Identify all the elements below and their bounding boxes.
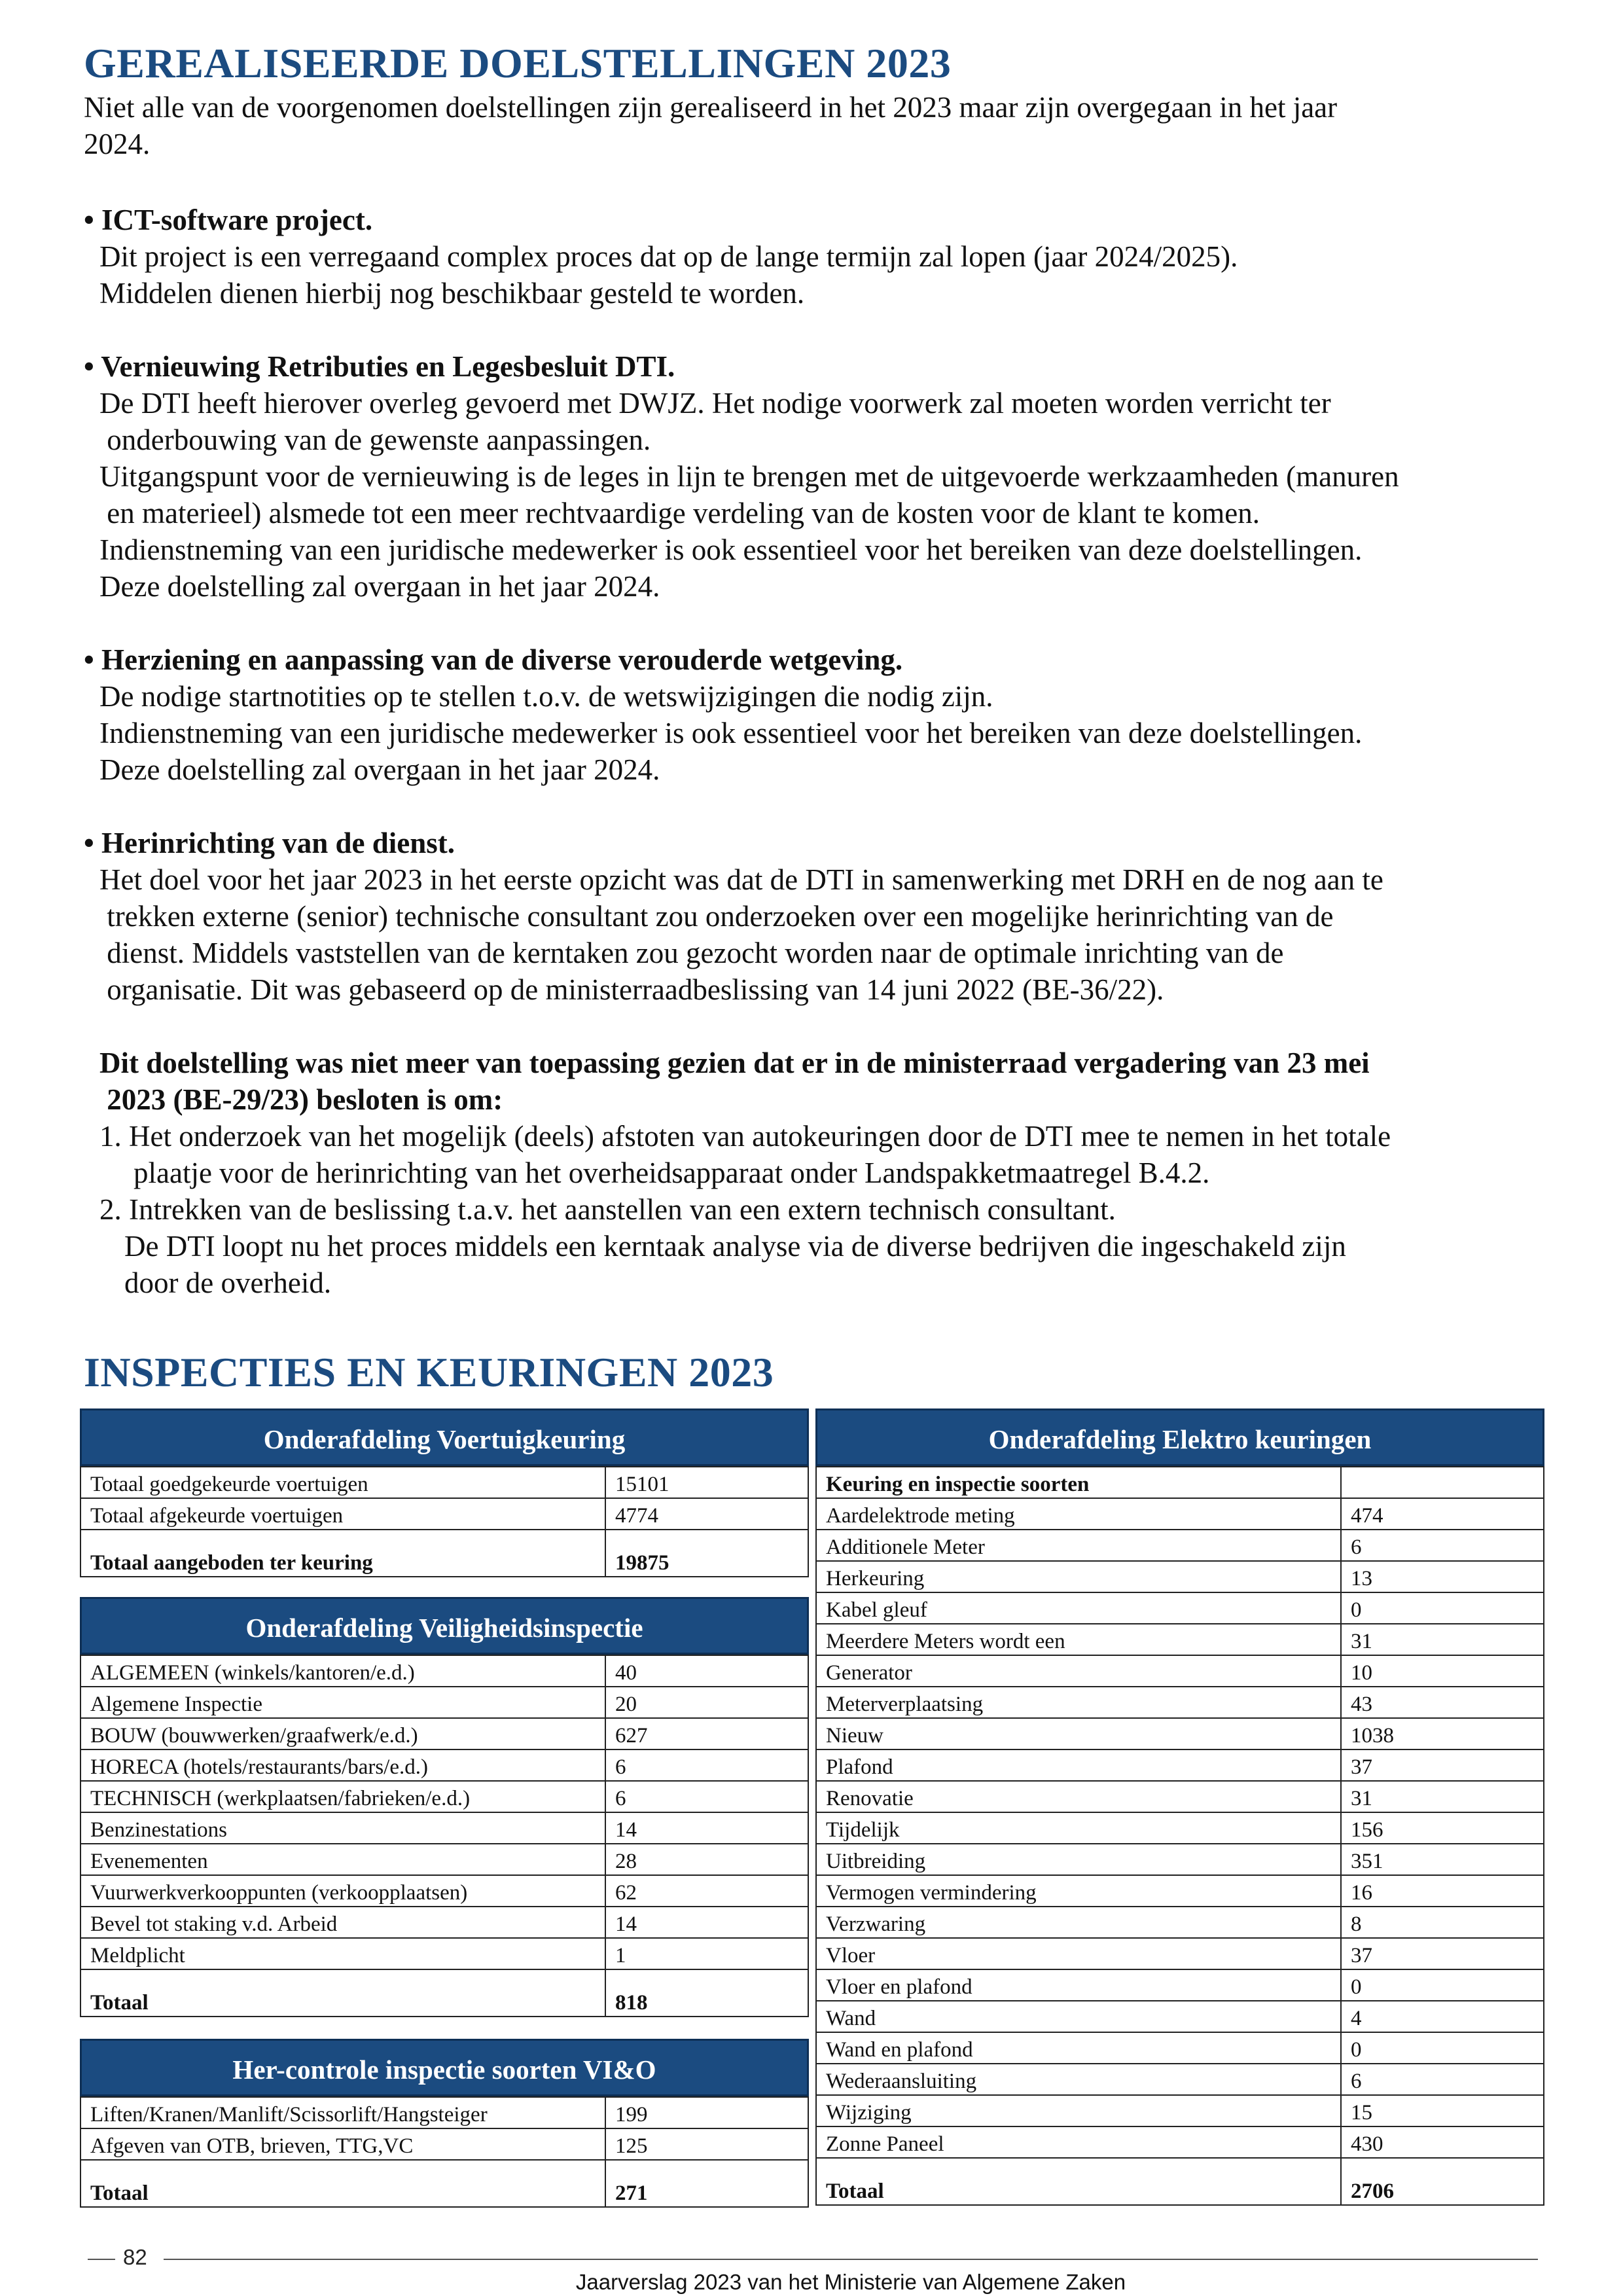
table-row [816,2032,1544,2064]
row-label: TECHNISCH (werkplaatsen/fabrieken/e.d.) [80,1781,605,1812]
table-row [816,2064,1544,2095]
row-label: Vuurwerkverkooppunten (verkoopplaatsen) [80,1875,605,1907]
table-row [80,2128,808,2160]
row-label: Meterverplaatsing [816,1687,1341,1718]
table-row [80,1907,808,1938]
item-number: 2. [99,1193,122,1226]
item-line: dienst. Middels vaststellen van de kerntaken zou gezocht worden naar de optimale inrichting van de [99,937,1284,969]
row-label: Uitbreiding [816,1844,1341,1875]
total-label: Totaal [816,2158,1341,2205]
table-row [816,1844,1544,1875]
item-line: De DTI heeft hierover overleg gevoerd met DWJZ. Het nodige voorwerk zal moeten worden verricht ter [99,387,1331,420]
row-label: Vloer en plafond [816,1969,1341,2001]
table-row [816,1969,1544,2001]
row-value: 156 [1341,1812,1544,1844]
item-line: Deze doelstelling zal overgaan in het jaar 2024. [99,753,660,786]
table-row [80,1718,808,1749]
table-row [816,2126,1544,2158]
voertuigkeuring-table [80,1466,809,1577]
hercontrole-header: Her-controle inspectie soorten VI&O [80,2039,809,2096]
total-value: 19875 [605,1530,808,1577]
table-row [816,1781,1544,1812]
elektro-header: Onderafdeling Elektro keuringen [815,1408,1544,1466]
row-label: Liften/Kranen/Manlift/Scissorlift/Hangsteiger [80,2097,605,2128]
table-row [816,1875,1544,1907]
item-line: Uitgangspunt voor de vernieuwing is de leges in lijn te brengen met de uitgevoerde werkzaamheden (manuren [99,460,1399,493]
elektro-panel [815,1408,1544,2206]
row-value: 43 [1341,1687,1544,1718]
row-value: 31 [1341,1781,1544,1812]
table-row [816,1592,1544,1624]
row-value: 474 [1341,1498,1544,1530]
row-label: Wijziging [816,2095,1341,2126]
row-label: Evenementen [80,1844,605,1875]
item-line: Dit project is een verregaand complex proces dat op de lange termijn zal lopen (jaar 2024/2025). [99,240,1238,273]
table-row [80,2097,808,2128]
hercontrole-panel [80,2039,809,2208]
item-heading: • Herinrichting van de dienst. [84,827,455,859]
voertuigkeuring-header: Onderafdeling Voertuigkeuring [80,1408,809,1466]
table-row [816,1530,1544,1561]
row-value: 37 [1341,1938,1544,1969]
row-label: Generator [816,1655,1341,1687]
row-label: Afgeven van OTB, brieven, TTG,VC [80,2128,605,2160]
table-row [816,1655,1544,1687]
row-label: HORECA (hotels/restaurants/bars/e.d.) [80,1749,605,1781]
elektro-table [815,1466,1544,2206]
total-value: 2706 [1341,2158,1544,2205]
table-row [80,1812,808,1844]
item-line: trekken externe (senior) technische consultant zou onderzoeken over een mogelijke herinrichting van de [99,900,1334,933]
row-value: 351 [1341,1844,1544,1875]
row-value: 125 [605,2128,808,2160]
footer-line-right [164,2259,1538,2260]
numbered-item-2 [84,1191,1550,1228]
row-value: 0 [1341,1969,1544,2001]
row-label: Benzinestations [80,1812,605,1844]
row-value: 37 [1341,1749,1544,1781]
row-value: 8 [1341,1907,1544,1938]
row-value: 6 [1341,2064,1544,2095]
veiligheidsinspectie-panel [80,1597,809,2017]
item-line: organisatie. Dit was gebaseerd op de ministerraadbeslissing van 14 juni 2022 (BE-36/22). [99,973,1164,1006]
table-row [80,1875,808,1907]
item-line: De nodige startnotities op te stellen t.o.v. de wetswijzigingen die nodig zijn. [99,680,993,713]
item-line: onderbouwing van de gewenste aanpassingen. [99,423,651,456]
table-row [816,1687,1544,1718]
closing-line: door de overheid. [124,1266,332,1299]
table-row [80,1844,808,1875]
table-total-row [816,2158,1544,2205]
table-row [816,1561,1544,1592]
decision-line: 2023 (BE-29/23) besloten is om: [99,1083,503,1116]
row-label: Wand [816,2001,1341,2032]
row-value: 4774 [605,1498,808,1530]
table-row [80,1687,808,1718]
row-value: 4 [1341,2001,1544,2032]
row-value: 0 [1341,2032,1544,2064]
row-value: 627 [605,1718,808,1749]
row-label: Kabel gleuf [816,1592,1341,1624]
total-value: 818 [605,1969,808,2017]
item-heading: • Vernieuwing Retributies en Legesbesluit DTI. [84,350,675,383]
row-label: ALGEMEEN (winkels/kantoren/e.d.) [80,1655,605,1687]
row-label: Wand en plafond [816,2032,1341,2064]
row-label: Bevel tot staking v.d. Arbeid [80,1907,605,1938]
table-row [816,1498,1544,1530]
item-line: Het doel voor het jaar 2023 in het eerste opzicht was dat de DTI in samenwerking met DRH en de nog aan te [99,863,1383,896]
total-value: 271 [605,2160,808,2207]
table-row [816,1907,1544,1938]
row-label: Algemene Inspectie [80,1687,605,1718]
row-value: 15 [1341,2095,1544,2126]
section-title-inspecties: INSPECTIES EN KEURINGEN 2023 [84,1349,774,1395]
table-row [816,1624,1544,1655]
row-value: 430 [1341,2126,1544,2158]
item-line: Indienstneming van een juridische medewerker is ook essentieel voor het bereiken van deze doelstellingen. [99,533,1363,566]
row-label: Meldplicht [80,1938,605,1969]
table-total-row [80,2160,808,2207]
row-label: Wederaansluiting [816,2064,1341,2095]
page-number: 82 [123,2245,147,2269]
row-label: Plafond [816,1749,1341,1781]
row-value: 14 [605,1907,808,1938]
subheader-value [1341,1467,1544,1498]
row-value: 1 [605,1938,808,1969]
table-row [80,1655,808,1687]
row-value: 31 [1341,1624,1544,1655]
total-label: Totaal [80,2160,605,2207]
item-heading: • ICT-software project. [84,204,373,236]
row-value: 0 [1341,1592,1544,1624]
row-value: 10 [1341,1655,1544,1687]
item-line: en materieel) alsmede tot een meer rechtvaardige verdeling van de kosten voor de klant te komen. [99,497,1260,529]
table-total-row [80,1969,808,2017]
table-row [816,1938,1544,1969]
row-value: 13 [1341,1561,1544,1592]
row-value: 28 [605,1844,808,1875]
row-label: Vermogen vermindering [816,1875,1341,1907]
row-label: Zonne Paneel [816,2126,1341,2158]
table-row [816,2095,1544,2126]
closing-line: De DTI loopt nu het proces middels een kerntaak analyse via de diverse bedrijven die ingeschakeld zijn [124,1230,1346,1263]
total-label: Totaal aangeboden ter keuring [80,1530,605,1577]
table-row [816,1812,1544,1844]
table-subheader-row [816,1467,1544,1498]
numbered-item-1-cont: plaatje voor de herinrichting van het overheidsapparaat onder Landspakketmaatregel B.4.2. [134,1157,1210,1189]
decision-line: Dit doelstelling was niet meer van toepassing gezien dat er in de ministerraad vergadering van 23 mei [99,1047,1370,1079]
table-row [80,1781,808,1812]
table-row [816,2001,1544,2032]
row-value: 6 [1341,1530,1544,1561]
footer-line-left [88,2259,115,2260]
row-label: Renovatie [816,1781,1341,1812]
row-value: 199 [605,2097,808,2128]
numbered-item-1 [84,1118,1550,1155]
item-number: 1. [99,1120,122,1153]
doelstellingen-body [84,89,1550,1301]
row-value: 40 [605,1655,808,1687]
row-label: Aardelektrode meting [816,1498,1341,1530]
footer-text: Jaarverslag 2023 van het Ministerie van Algemene Zaken [575,2270,1126,2294]
item-line: Indienstneming van een juridische medewerker is ook essentieel voor het bereiken van deze doelstellingen. [99,717,1363,749]
intro-line: Niet alle van de voorgenomen doelstellingen zijn gerealiseerd in het 2023 maar zijn overgegaan in het jaar [84,91,1338,124]
row-label: Herkeuring [816,1561,1341,1592]
row-value: 14 [605,1812,808,1844]
table-row [816,1749,1544,1781]
row-label: Verzwaring [816,1907,1341,1938]
total-label: Totaal [80,1969,605,2017]
row-label: Totaal afgekeurde voertuigen [80,1498,605,1530]
intro-line: 2024. [84,128,151,160]
voertuigkeuring-panel [80,1408,809,1577]
row-label: Meerdere Meters wordt een [816,1624,1341,1655]
row-value: 62 [605,1875,808,1907]
table-row [80,1749,808,1781]
row-value: 16 [1341,1875,1544,1907]
row-value: 6 [605,1749,808,1781]
section-title-doelstellingen: GEREALISEERDE DOELSTELLINGEN 2023 [84,40,952,86]
table-row [80,1467,808,1498]
item-text: Intrekken van de beslissing t.a.v. het aanstellen van een extern technisch consultant. [129,1193,1116,1226]
table-row [816,1718,1544,1749]
row-value: 1038 [1341,1718,1544,1749]
table-row [80,1938,808,1969]
row-value: 6 [605,1781,808,1812]
row-label: Nieuw [816,1718,1341,1749]
row-value: 20 [605,1687,808,1718]
row-value: 15101 [605,1467,808,1498]
subheader-label: Keuring en inspectie soorten [816,1467,1341,1498]
table-row [80,1498,808,1530]
row-label: Vloer [816,1938,1341,1969]
item-text: Het onderzoek van het mogelijk (deels) afstoten van autokeuringen door de DTI mee te nemen in het totale [129,1120,1391,1153]
row-label: Tijdelijk [816,1812,1341,1844]
item-heading: • Herziening en aanpassing van de diverse verouderde wetgeving. [84,643,903,676]
item-line: Middelen dienen hierbij nog beschikbaar gesteld te worden. [99,277,805,310]
veiligheidsinspectie-header: Onderafdeling Veiligheidsinspectie [80,1597,809,1655]
row-label: Additionele Meter [816,1530,1341,1561]
veiligheidsinspectie-table [80,1655,809,2017]
row-label: Totaal goedgekeurde voertuigen [80,1467,605,1498]
hercontrole-table [80,2096,809,2208]
table-total-row [80,1530,808,1577]
row-label: BOUW (bouwwerken/graafwerk/e.d.) [80,1718,605,1749]
item-line: Deze doelstelling zal overgaan in het jaar 2024. [99,570,660,603]
